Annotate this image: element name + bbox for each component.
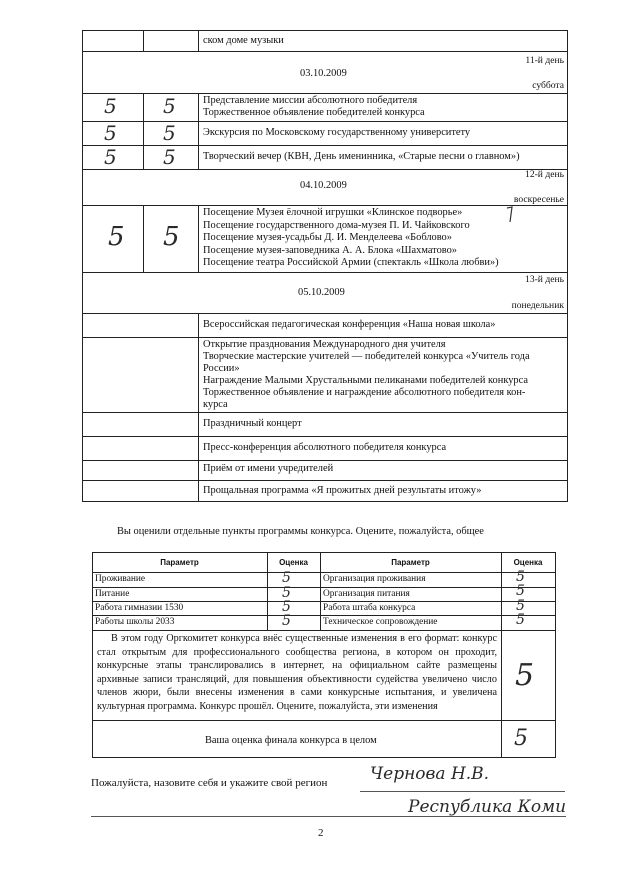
rating-score: 5 [516,569,525,585]
day-label: 13-й день [525,274,564,285]
day-weekday: воскресенье [513,194,564,205]
day-weekday: суббота [532,80,564,91]
handwritten-mark: 5 [163,121,176,145]
day-label: 12-й день [525,169,564,180]
handwritten-tick-icon [505,204,519,224]
schedule-item: Торжественное объявление и награждение абсолютного победителя кон- [203,387,526,398]
schedule-item: России» [203,363,240,374]
handwritten-mark: 5 [163,145,176,169]
schedule-item: Творческие мастерские учителей — победителей конкурса «Учитель года [203,351,530,362]
schedule-item: Представление миссии абсолютного победителя [203,95,418,106]
rating-score: 5 [515,658,535,693]
schedule-item: Посещение музея-усадьбы Д. И. Менделеева «Боблово» [203,232,452,243]
handwritten-mark: 5 [108,222,125,252]
column-header: Параметр [160,558,199,567]
column-header: Оценка [279,558,308,567]
identify-prompt: Пожалуйста, назовите себя и укажите свой регион [91,777,328,789]
signature-line [360,791,565,792]
rating-score: 5 [516,583,525,599]
schedule-item: Торжественное объявление победителей конкурса [203,107,425,118]
changes-question: В этом году Оргкомитет конкурса внёс существенные изменения в его формат: конкурс стал открытым для профессионального сообщества региона, в котором он проходит, конкурсные этапы транслировались в интернет, на официальном сайте размещены архивные записи трансляций, для повышения объективности судейства увеличено число членов жюри, были внесены изменения в сами конкурсные испытания, и увеличена культурная программа. Конкурс прошёл. Оцените, пожалуйста, эти изменения [97,633,497,712]
schedule-item: Праздничный концерт [203,418,302,429]
rating-score: 5 [516,612,525,628]
rating-param: Организация питания [323,589,410,599]
schedule-item: Посещение театра Российской Армии (спектакль «Школа любви») [203,257,499,268]
rating-param: Работа штаба конкурса [323,603,416,613]
table-border-left [92,552,93,757]
schedule-item: Всероссийская педагогическая конференция «Наша новая школа» [203,319,496,330]
col-line [198,30,199,51]
rating-score: 5 [516,598,525,614]
schedule-item: Открытие празднования Международного дня учителя [203,339,446,350]
schedule-item: Экскурсия по Московскому государственному университету [203,127,471,138]
rating-param: Работа гимназии 1530 [95,603,184,613]
rating-score: 5 [282,570,291,586]
handwritten-mark: 5 [104,94,117,118]
intro-text: Вы оценили отдельные пункты программы конкурса. Оцените, пожалуйста, общее [117,526,484,537]
table-border-right [567,30,568,501]
rating-param: Работы школы 2033 [95,617,175,627]
final-question: Ваша оценка финала конкурса в целом [205,735,377,746]
col-line [143,205,144,272]
schedule-item: Награждение Малыми Хрустальными пеликанами победителей конкурса [203,375,528,386]
schedule-item: курса [203,399,228,410]
day-date: 03.10.2009 [300,68,347,79]
handwritten-region[interactable]: Республика Коми [408,797,567,817]
day-date: 04.10.2009 [300,180,347,191]
schedule-item: Посещение государственного дома-музея П. И. Чайковского [203,219,470,231]
rating-score: 5 [514,726,528,751]
handwritten-mark: 5 [163,222,180,252]
schedule-item: Прощальная программа «Я прожитых дней результаты итожу» [203,485,482,496]
col-line [143,30,144,51]
col-line [198,313,199,501]
handwritten-name[interactable]: Чернова Н.В. [370,764,490,784]
day-date: 05.10.2009 [298,287,345,298]
column-header: Параметр [391,558,430,567]
col-line [198,205,199,272]
rating-score: 5 [282,613,291,629]
column-header: Оценка [513,558,543,567]
rating-param: Техническое сопровождение [323,617,438,627]
schedule-item: ском доме музыки [203,35,284,46]
handwritten-mark: 5 [104,121,117,145]
schedule-item: Посещение музея-заповедника А. А. Блока «Шахматово» [203,244,458,256]
schedule-item: Творческий вечер (КВН, День именинника, «Старые песни о главном») [203,151,520,162]
handwritten-mark: 5 [163,94,176,118]
page-number: 2 [318,827,324,839]
rating-score: 5 [282,585,291,601]
handwritten-mark: 5 [104,145,117,169]
rating-param: Организация проживания [323,574,426,584]
schedule-item: Посещение Музея ёлочной игрушки «Клинское подворье» [203,207,463,218]
rating-param: Питание [95,589,130,599]
col-line [501,552,502,757]
day-label: 11-й день [525,55,564,66]
col-line [143,93,144,169]
table-border-right [555,552,556,757]
table-border-left [82,30,83,501]
schedule-item: Пресс-конференция абсолютного победителя конкурса [203,442,447,453]
day-weekday: понедельник [511,300,564,311]
rating-param: Проживание [95,574,146,584]
col-line [198,93,199,169]
schedule-item: Приём от имени учредителей [203,463,334,474]
rating-score: 5 [282,599,291,615]
